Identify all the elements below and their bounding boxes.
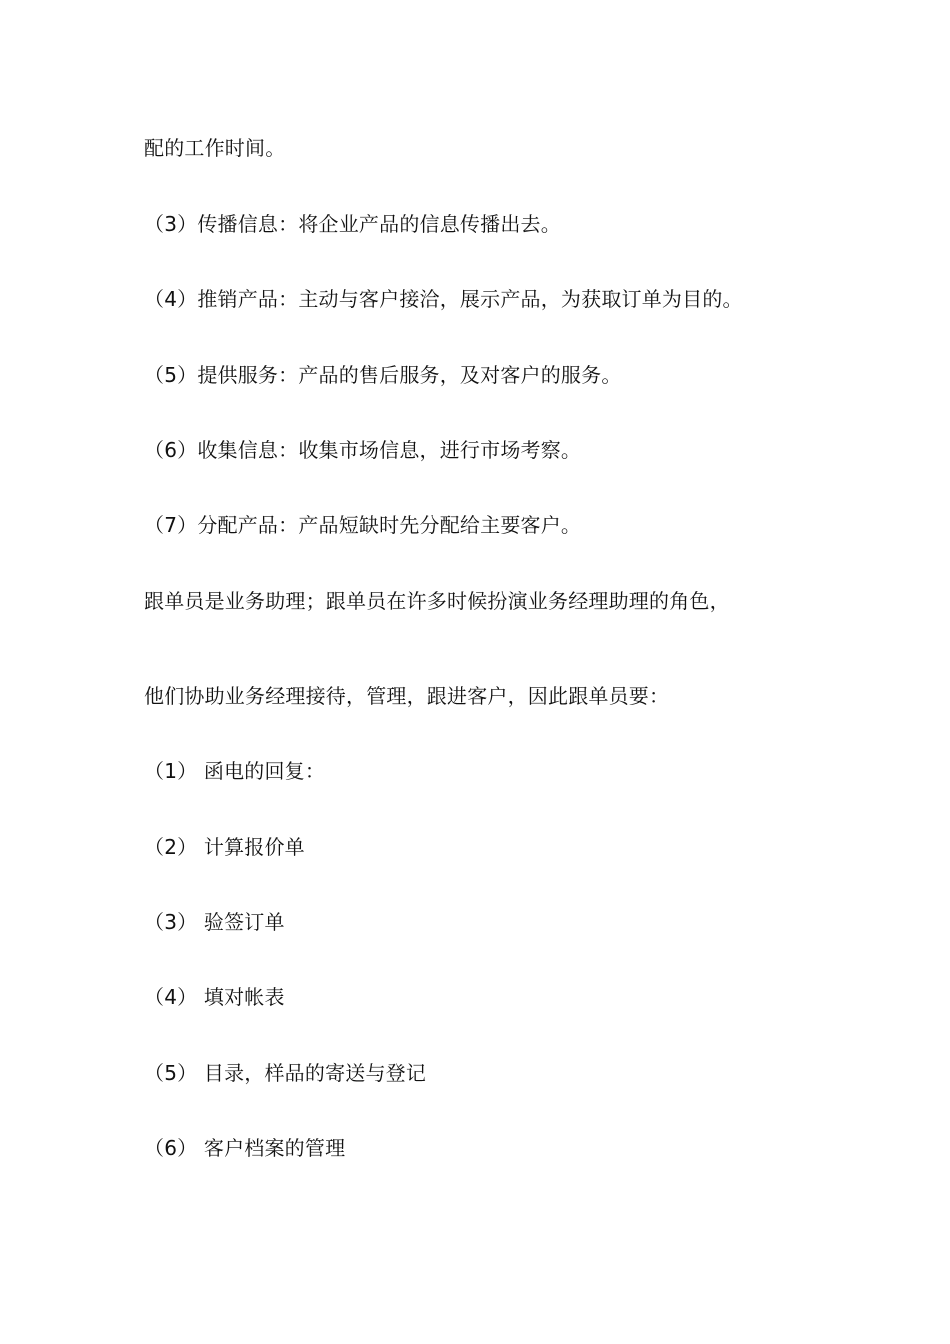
text-line-merchandiser-role: 跟单员是业务助理；跟单员在许多时候扮演业务经理助理的角色， bbox=[144, 589, 730, 613]
text-line-provide-service: （5）提供服务：产品的售后服务，及对客户的服务。 bbox=[144, 363, 622, 387]
text-line-promote-product: （4）推销产品：主动与客户接洽，展示产品，为获取订单为目的。 bbox=[144, 287, 743, 311]
text-line-collect-info: （6）收集信息：收集市场信息，进行市场考察。 bbox=[144, 438, 582, 462]
list-item-sign-orders: （3） 验签订单 bbox=[144, 910, 285, 934]
list-item-customer-files: （6） 客户档案的管理 bbox=[144, 1136, 346, 1160]
text-line-merchandiser-duties: 他们协助业务经理接待，管理，跟进客户，因此跟单员要： bbox=[144, 684, 670, 708]
list-item-reply-letters: （1） 函电的回复： bbox=[144, 759, 326, 783]
text-line-distribute-product: （7）分配产品：产品短缺时先分配给主要客户。 bbox=[144, 513, 582, 537]
text-line-spread-info: （3）传播信息：将企业产品的信息传播出去。 bbox=[144, 212, 561, 236]
list-item-reconciliation: （4） 填对帐表 bbox=[144, 985, 285, 1009]
list-item-quotation: （2） 计算报价单 bbox=[144, 835, 305, 859]
text-line-work-time: 配的工作时间。 bbox=[144, 136, 286, 160]
list-item-catalog-samples: （5） 目录，样品的寄送与登记 bbox=[144, 1061, 427, 1085]
